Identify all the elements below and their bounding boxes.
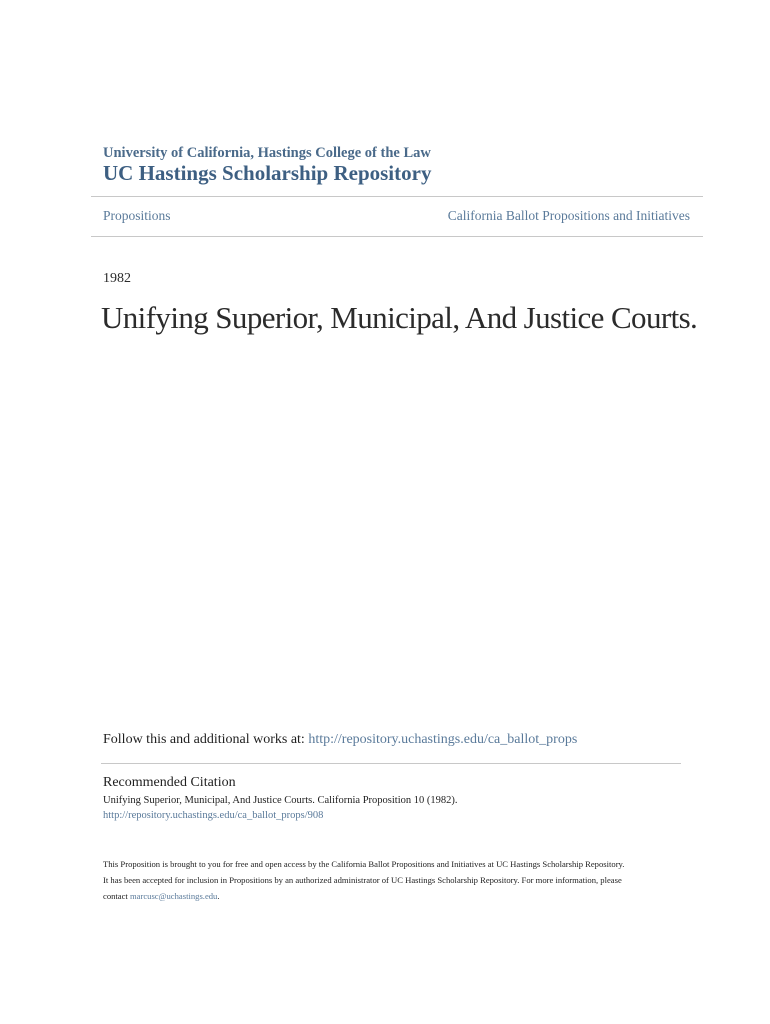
collection-link-ballot-propositions[interactable]: California Ballot Propositions and Initiatives — [447, 208, 690, 223]
follow-label: Follow this and additional works at: — [103, 732, 309, 747]
header-divider-top — [91, 196, 703, 197]
notice-contact-prefix: contact — [103, 891, 130, 901]
collection-link-propositions[interactable]: Propositions — [103, 208, 171, 223]
contact-email-link[interactable]: marcusc@uchastings.edu — [129, 891, 218, 901]
citation-text: Unifying Superior, Municipal, And Justice Courts. California Proposition 10 (1982). — [103, 795, 458, 806]
notice-contact-suffix: . — [217, 891, 220, 901]
institution-name: University of California, Hastings College of the Law — [103, 145, 431, 161]
follow-url-link[interactable]: http://repository.uchastings.edu/ca_ballot_props — [308, 732, 578, 747]
access-notice — [103, 856, 683, 904]
notice-line-2: It has been accepted for inclusion in Propositions by an authorized administrator of UC Hastings Scholarship Repository. For more information, please — [103, 875, 622, 885]
citation-divider — [101, 763, 681, 764]
repository-title[interactable]: UC Hastings Scholarship Repository — [103, 161, 432, 185]
document-title: Unifying Superior, Municipal, And Justice Courts. — [101, 300, 698, 335]
follow-line — [103, 732, 577, 748]
notice-line-3 — [103, 888, 683, 904]
document-year: 1982 — [103, 271, 131, 286]
citation-url-link[interactable]: http://repository.uchastings.edu/ca_ballot_props/908 — [103, 810, 324, 821]
recommended-citation-heading: Recommended Citation — [103, 775, 236, 790]
header-divider-bottom — [91, 236, 703, 237]
notice-line-1: This Proposition is brought to you for free and open access by the California Ballot Propositions and Initiatives at UC Hastings Scholarship Repository. — [103, 859, 625, 869]
